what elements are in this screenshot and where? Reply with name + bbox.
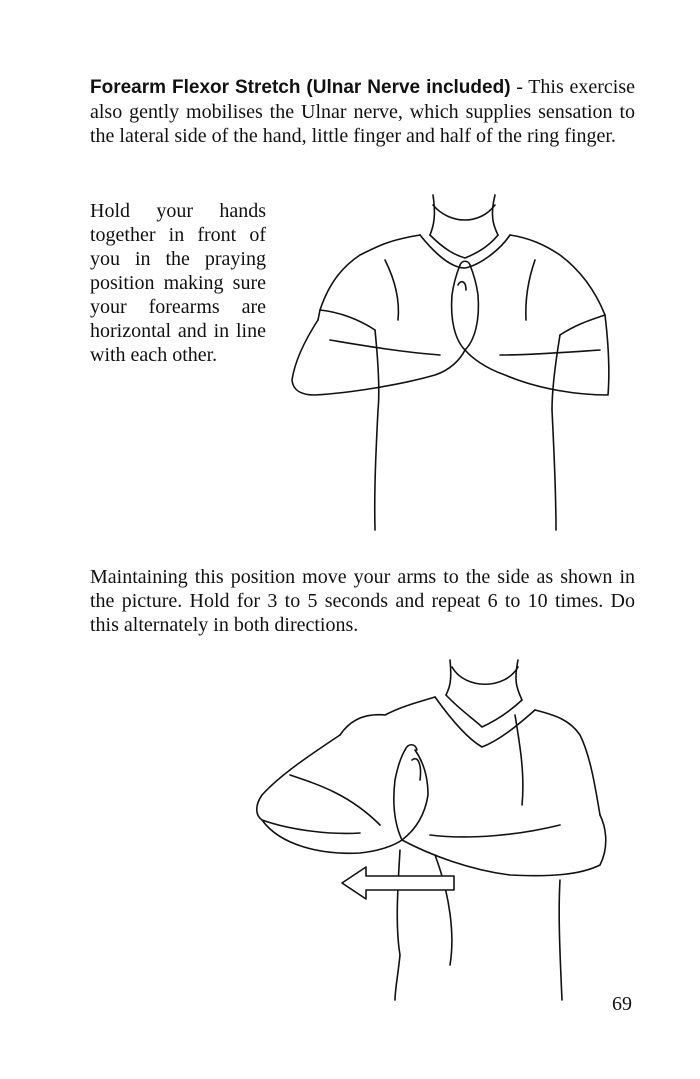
page-number: 69 [612,993,632,1015]
exercise-heading: Forearm Flexor Stretch (Ulnar Nerve included) [90,77,511,98]
figure-arms-to-side [250,655,630,1005]
arrow-left-icon [340,863,470,903]
intro-paragraph [90,75,635,148]
figure-praying-position [290,190,610,535]
heading-separator: - [510,76,529,98]
step2-instructions: Maintaining this position move your arms to the side as shown in the picture. Hold for 3 to 5 seconds and repeat 6 to 10 times. Do this alternately in both directions. [90,566,635,636]
step1-instructions: Hold your hands together in front of you in the praying position making sure your forearms are horizontal and in line with each other. [90,200,266,366]
intro-text: This exercise also gently mobilises the Ulnar nerve, which supplies sensation to the lateral side of the hand, little finger and half of the ring finger. [90,76,635,147]
